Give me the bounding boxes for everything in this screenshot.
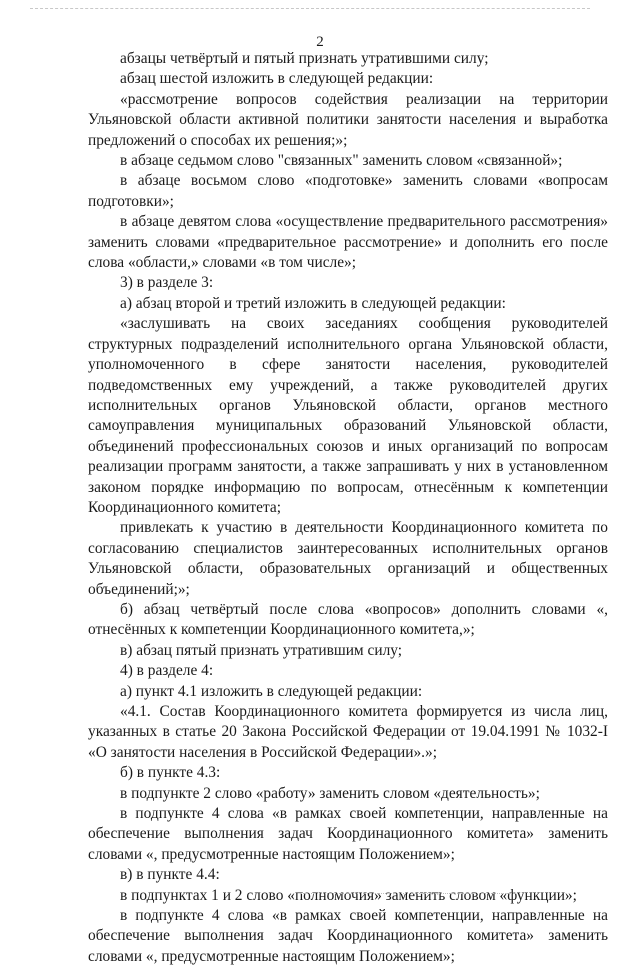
paragraph: б) абзац четвёртый после слова «вопросов» дополнить словами «, отнесённых к компетенции Координационного комитета,»; [88, 600, 608, 639]
paragraph: в подпункте 4 слова «в рамках своей компетенции, направленные на обеспечение выполнения задач Координационного комитета» заменить словами «, предусмотренные настоящим Положением»; [88, 907, 608, 965]
page-number: 2 [316, 34, 324, 50]
paragraph: 4) в разделе 4: [120, 662, 214, 680]
paragraph: в абзаце девятом слова «осуществление предварительного рассмотрения» заменить словами «предварительное рассмотрение» и дополнить его после слова «области,» словами «в том числе»; [88, 213, 608, 272]
paragraph: а) абзац второй и третий изложить в следующей редакции: [120, 294, 506, 312]
paragraph: «заслушивать на своих заседаниях сообщения руководителей структурных подразделений исполнительного органа Ульяновской области, уполномоченного в сфере занятости населения, руководителей подведомственных ему учреждений, а также руководителей других исполнительных органов Ульяновской области, органов местного самоуправления муниципальных образований Ульяновской области, объединений профессиональных союзов и иных организаций по вопросам реализации программ занятости, а также запрашивать у них в установленном законом порядке информацию по вопросам, отнесённым к компетенции Координационного комитета; [88, 315, 608, 516]
paragraph: «рассмотрение вопросов содействия реализации на территории Ульяновской области активной политики занятости населения и выработка предложений о способах их решения;»; [88, 90, 608, 149]
scan-edge-bottom [300, 893, 520, 894]
paragraph: в подпункте 2 слово «работу» заменить словом «деятельность»; [120, 784, 540, 802]
paragraph: в) в пункте 4.4: [120, 866, 220, 884]
paragraph: в подпункте 4 слова «в рамках своей компетенции, направленные на обеспечение выполнения задач Координационного комитета» заменить словами «, предусмотренные настоящим Положением»; [88, 805, 608, 863]
paragraph: в абзаце восьмом слово «подготовке» заменить словами «вопросам подготовки»; [88, 172, 608, 210]
paragraph: в подпунктах 1 и 2 слово «полномочия» заменить словом «функции»; [120, 886, 577, 904]
paragraph: б) в пункте 4.3: [120, 764, 221, 782]
paragraph: «4.1. Состав Координационного комитета формируется из числа лиц, указанных в статье 20 Закона Российской Федерации от 19.04.1991 № 1032-I «О занятости населения в Российской Федерации».»; [88, 703, 608, 761]
paragraph: абзацы четвёртый и пятый признать утратившими силу; [120, 50, 489, 67]
paragraph: в) абзац пятый признать утратившим силу; [120, 641, 403, 659]
paragraph: 3) в разделе 3: [120, 274, 214, 292]
paragraph: абзац шестой изложить в следующей редакции: [120, 70, 434, 88]
scan-edge-top [30, 8, 590, 9]
document-body [88, 49, 608, 967]
paragraph: а) пункт 4.1 изложить в следующей редакции: [120, 682, 423, 700]
paragraph: привлекать к участию в деятельности Координационного комитета по согласованию специалистов заинтересованных исполнительных органов Ульяновской области, образовательных организаций и общественных объединений;»; [88, 519, 608, 598]
paragraph: в абзаце седьмом слово "связанных" заменить словом «связанной»; [120, 152, 563, 170]
